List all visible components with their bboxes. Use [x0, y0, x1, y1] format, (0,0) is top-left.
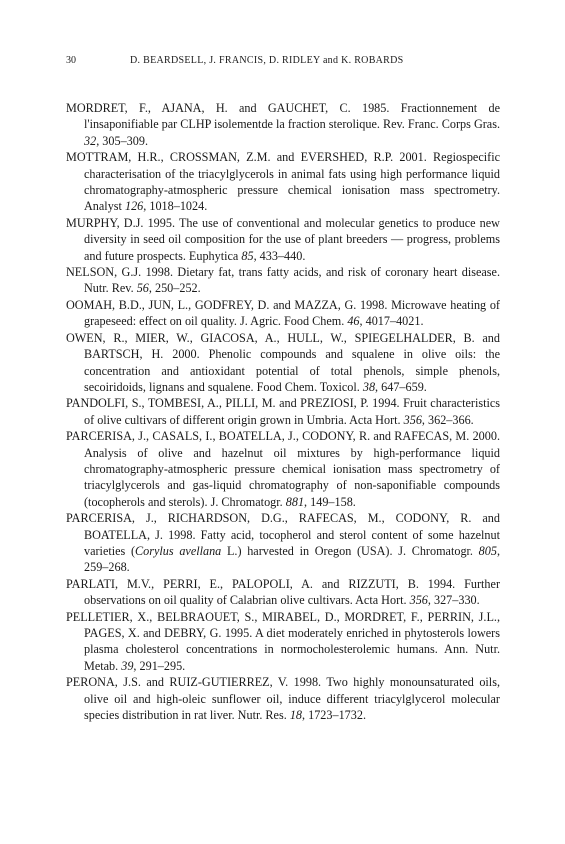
reference-entry: MURPHY, D.J. 1995. The use of conventional and molecular genetics to produce new diversity in seed oil composition for the use of plant breeders — progress, problems and future prospects. Euphytica 85, 433–440. — [66, 215, 500, 263]
reference-entry: PARLATI, M.V., PERRI, E., PALOPOLI, A. and RIZZUTI, B. 1994. Further observations on oil quality of Calabrian olive cultivars. Acta Hort. 356, 327–330. — [66, 576, 500, 608]
reference-entry: PARCERISA, J., CASALS, I., BOATELLA, J., CODONY, R. and RAFECAS, M. 2000. Analysis of olive and hazelnut oil mixtures by high-performance liquid chromatography-atmospheric pressure chemical ionisation mass spectrometry of triacylglycerols and gas-liquid chromatography of non-saponifiable compounds (tocopherols and sterols). J. Chromatogr. 881, 149–158. — [66, 429, 500, 509]
reference-entry: OWEN, R., MIER, W., GIACOSA, A., HULL, W., SPIEGELHALDER, B. and BARTSCH, H. 2000. Phenolic compounds and squalene in olive oils: the concentration and antioxidant potential of total phenols, simple phenols, secoiridoids, lignans and squalene. Food Chem. Toxicol. 38, 647–659. — [66, 330, 500, 394]
page-number: 30 — [66, 55, 76, 66]
reference-entry: OOMAH, B.D., JUN, L., GODFREY, D. and MAZZA, G. 1998. Microwave heating of grapeseed: effect on oil quality. J. Agric. Food Chem. 46, 4017–4021. — [66, 297, 500, 329]
reference-entry: PARCERISA, J., RICHARDSON, D.G., RAFECAS, M., CODONY, R. and BOATELLA, J. 1998. Fatty acid, tocopherol and sterol content of some hazelnut varieties (Corylus avellana L.) harvested in Oregon (USA). J. Chromatogr. 805, 259–268. — [66, 511, 500, 575]
reference-entry: MORDRET, F., AJANA, H. and GAUCHET, C. 1985. Fractionnement de l'insaponifiable par CLHP isolementde la fraction sterolique. Rev. Franc. Corps Gras. 32, 305–309. — [66, 101, 500, 148]
reference-entry: PANDOLFI, S., TOMBESI, A., PILLI, M. and PREZIOSI, P. 1994. Fruit characteristics of olive cultivars of different origin grown in Umbria. Acta Hort. 356, 362–366. — [66, 396, 500, 427]
reference-entry: PERONA, J.S. and RUIZ-GUTIERREZ, V. 1998. Two highly monounsaturated oils, olive oil and high-oleic sunflower oil, induce different triacylglycerol molecular species distribution in rat liver. Nutr. Res. 18, 1723–1732. — [66, 675, 500, 723]
reference-list — [66, 100, 500, 723]
reference-entry: PELLETIER, X., BELBRAOUET, S., MIRABEL, D., MORDRET, F., PERRIN, J.L., PAGES, X. and DEBRY, G. 1995. A diet moderately enriched in phytosterols lowers plasma cholesterol concentrations in normocholesterolemic humans. Ann. Nutr. Metab. 39, 291–295. — [66, 609, 500, 673]
reference-entry: MOTTRAM, H.R., CROSSMAN, Z.M. and EVERSHED, R.P. 2001. Regiospecific characterisation of the triacylglycerols in animal fats using high performance liquid chromatography-atmospheric pressure chemical ionisation mass spectrometry. Analyst 126, 1018–1024. — [66, 150, 500, 214]
running-head: D. BEARDSELL, J. FRANCIS, D. RIDLEY and K. ROBARDS — [130, 55, 404, 66]
page-header — [66, 54, 505, 68]
reference-entry: NELSON, G.J. 1998. Dietary fat, trans fatty acids, and risk of coronary heart disease. Nutr. Rev. 56, 250–252. — [66, 265, 500, 296]
